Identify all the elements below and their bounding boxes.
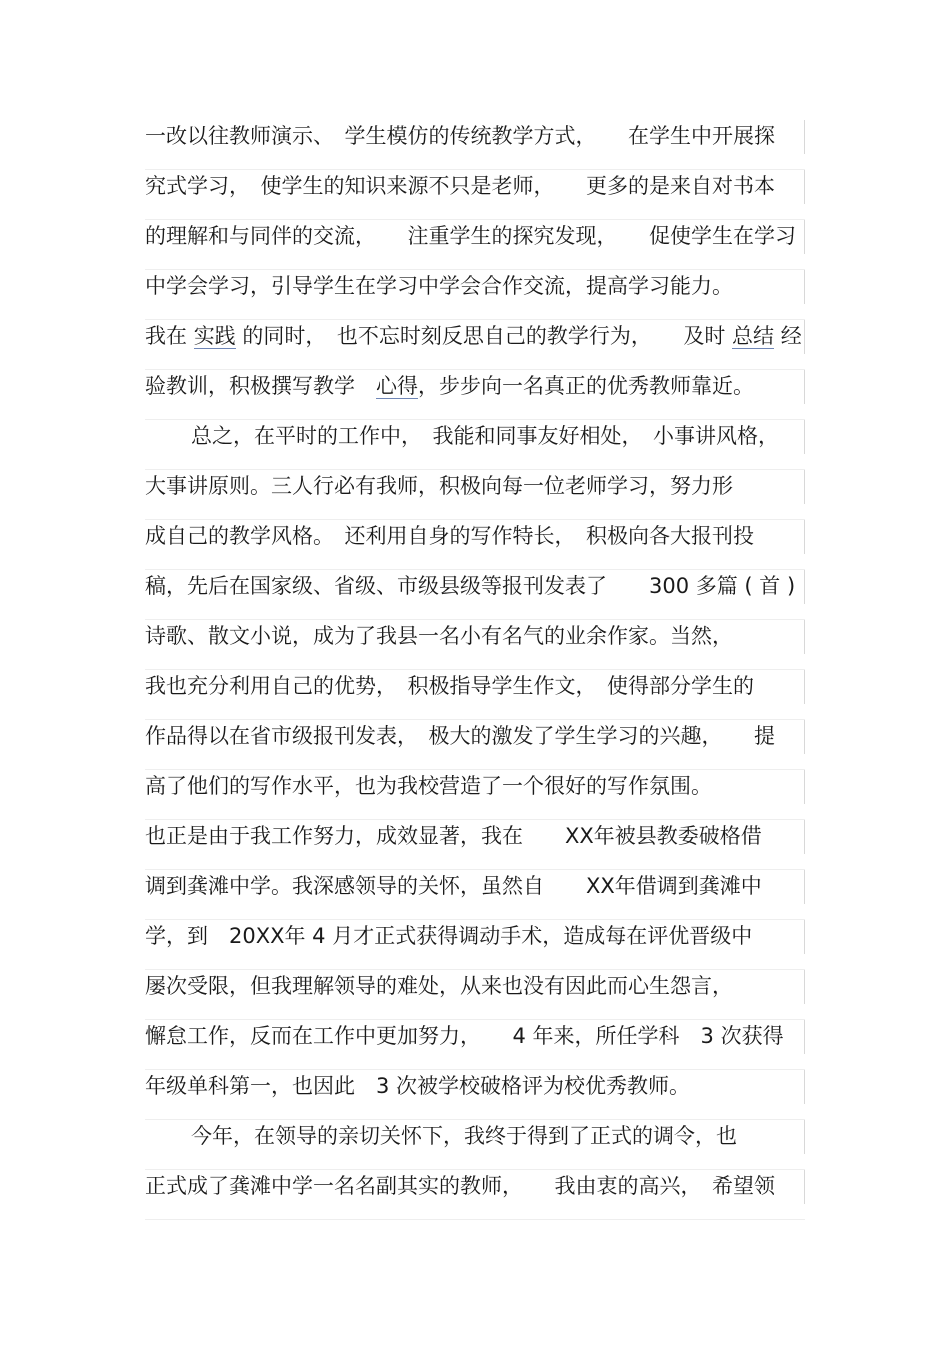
text-line [145, 170, 805, 220]
text-line [145, 370, 805, 420]
line-margin-marker [804, 220, 805, 254]
text-line [145, 270, 805, 320]
line-text: 正式成了龚滩中学一名名副其实的教师， 我由衷的高兴， 希望领 [145, 1174, 775, 1198]
line-rule [145, 1219, 805, 1220]
line-text: 懈怠工作，反而在工作中更加努力， 4 年来，所任学科 3 次获得 [145, 1024, 784, 1048]
line-text [145, 370, 805, 400]
text-line [145, 120, 805, 170]
line-margin-marker [804, 520, 805, 554]
text-line [145, 870, 805, 920]
text-line [145, 970, 805, 1020]
line-margin-marker [804, 320, 805, 354]
line-margin-marker [804, 970, 805, 1004]
line-margin-marker [804, 120, 805, 154]
text-line [145, 1020, 805, 1070]
line-text: 高了他们的写作水平，也为我校营造了一个很好的写作氛围。 [145, 774, 712, 798]
line-margin-marker [804, 1170, 805, 1204]
line-text: 学，到 20XX年 4 月才正式获得调动手术，造成每在评优晋级中 [145, 924, 753, 948]
line-text: 中学会学习，引导学生在学习中学会合作交流，提高学习能力。 [145, 274, 733, 298]
line-text: 大事讲原则。三人行必有我师，积极向每一位老师学习，努力形 [145, 474, 733, 498]
line-margin-marker [804, 870, 805, 904]
text-line [145, 570, 805, 620]
line-text: 年级单科第一，也因此 3 次被学校破格评为校优秀教师。 [145, 1074, 691, 1098]
line-margin-marker [804, 1020, 805, 1054]
line-text: 的理解和与同伴的交流， 注重学生的探究发现， 促使学生在学习 [145, 224, 796, 248]
line-margin-marker [804, 920, 805, 954]
text-segment: 经 [774, 324, 802, 348]
underlined-keyword: 心得 [376, 374, 418, 398]
text-line [145, 620, 805, 670]
text-segment: 的同时， 也不忘时刻反思自己的教学行为， 及时 [235, 324, 733, 348]
line-text: 我也充分利用自己的优势， 积极指导学生作文， 使得部分学生的 [145, 674, 754, 698]
text-line [145, 920, 805, 970]
line-text: 调到龚滩中学。我深感领导的关怀，虽然自 XX年借调到龚滩中 [145, 874, 762, 898]
line-margin-marker [804, 470, 805, 504]
text-line [145, 820, 805, 870]
text-line [145, 220, 805, 270]
text-line [145, 520, 805, 570]
line-margin-marker [804, 720, 805, 754]
line-margin-marker [804, 570, 805, 604]
text-segment: 我在 [145, 324, 194, 348]
line-text: 总之，在平时的工作中， 我能和同事友好相处， 小事讲风格， [191, 424, 779, 448]
line-text: 一改以往教师演示、 学生模仿的传统教学方式， 在学生中开展探 [145, 124, 775, 148]
underlined-keyword: 实践 [193, 324, 236, 348]
text-line [145, 770, 805, 820]
line-margin-marker [804, 1070, 805, 1104]
line-text: 稿，先后在国家级、省级、市级县级等报刊发表了 300 多篇 ( 首 ) [145, 574, 796, 598]
text-line [145, 720, 805, 770]
line-margin-marker [804, 370, 805, 404]
text-line [145, 420, 805, 470]
line-margin-marker [804, 270, 805, 304]
line-text: 成自己的教学风格。 还利用自身的写作特长， 积极向各大报刊投 [145, 524, 754, 548]
line-margin-marker [804, 820, 805, 854]
text-line [145, 670, 805, 720]
line-text: 诗歌、散文小说，成为了我县一名小有名气的业余作家。当然， [145, 624, 733, 648]
text-line [145, 1170, 805, 1220]
text-line [145, 1070, 805, 1120]
line-text: 作品得以在省市级报刊发表， 极大的激发了学生学习的兴趣， 提 [145, 724, 775, 748]
line-margin-marker [804, 1120, 805, 1154]
text-line [145, 470, 805, 520]
text-line [145, 320, 805, 370]
underlined-keyword: 总结 [732, 324, 775, 348]
line-margin-marker [804, 770, 805, 804]
text-line [145, 1120, 805, 1170]
line-margin-marker [804, 170, 805, 204]
text-segment: ，步步向一名真正的优秀教师靠近。 [418, 374, 754, 398]
line-text: 究式学习， 使学生的知识来源不只是老师， 更多的是来自对书本 [145, 174, 775, 198]
line-margin-marker [804, 420, 805, 454]
line-margin-marker [804, 670, 805, 704]
line-margin-marker [804, 620, 805, 654]
line-text [145, 320, 805, 350]
text-segment: 验教训，积极撰写教学 [145, 374, 376, 398]
line-text: 今年，在领导的亲切关怀下，我终于得到了正式的调令，也 [191, 1124, 737, 1148]
line-text: 屡次受限，但我理解领导的难处，从来也没有因此而心生怨言， [145, 974, 733, 998]
line-text: 也正是由于我工作努力，成效显著，我在 XX年被县教委破格借 [145, 824, 762, 848]
